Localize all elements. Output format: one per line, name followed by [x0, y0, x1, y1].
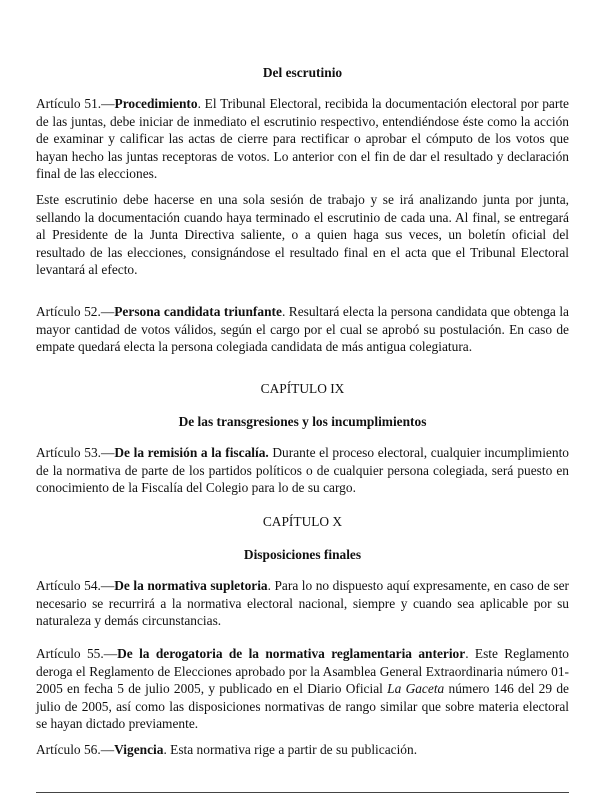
- article-51-title: Procedimiento: [114, 96, 198, 111]
- chapter-9-heading: De las transgresiones y los incumplimientos: [178, 414, 427, 429]
- article-51-text: . El Tribunal Electoral, recibida la documentación electoral por parte de las juntas, debe iniciar de inmediato el escrutinio respectivo, entendiéndose éste como la acción de examinar y calificar las actas de cierre para rectificar o aprobar el cómputo de los votos que hayan hecho las juntas receptoras de votos. Lo anterior con el fin de dar el resultado y declaración final de las elecciones.: [36, 96, 569, 182]
- article-55-text-b: número 146 del 29 de julio de 2005, así como las disposiciones normativas de rango similar que sobre materia electoral se hayan dictado previamente.: [36, 681, 569, 732]
- article-53-title: De la remisión a la fiscalía.: [114, 445, 269, 460]
- article-54: [36, 577, 569, 630]
- article-51-prefix: Artículo 51.—: [36, 96, 115, 111]
- article-53-prefix: Artículo 53.—: [36, 445, 115, 460]
- article-52: [36, 303, 569, 356]
- article-53-text: Durante el proceso electoral, cualquier incumplimiento de la normativa de parte de los partidos políticos o de cualquier persona colegiada, será puesto en conocimiento de la Fiscalía del Colegio para lo de su cargo.: [36, 445, 569, 496]
- article-53: [36, 444, 569, 497]
- article-55-text-a: . Este Reglamento deroga el Reglamento de Elecciones aprobado por la Asamblea General Extraordinaria número 01-2005 en fecha 5 de julio 2005, y publicado en el Diario Oficial: [36, 646, 569, 697]
- article-55: [36, 645, 569, 733]
- footer-rule: [36, 792, 569, 793]
- section-heading-escrutinio: Del escrutinio: [262, 65, 343, 80]
- article-56: [36, 741, 569, 759]
- article-56-prefix: Artículo 56.—: [36, 742, 115, 757]
- chapter-10-label: CAPÍTULO X: [262, 514, 343, 529]
- article-54-title: De la normativa supletoria: [114, 578, 268, 593]
- article-54-text: . Para lo no dispuesto aquí expresamente, en caso de ser necesario se recurrirá a la normativa electoral nacional, siempre y cuando sea aplicable por su naturaleza y demás circunstancias.: [36, 578, 569, 629]
- article-54-prefix: Artículo 54.—: [36, 578, 115, 593]
- article-52-prefix: Artículo 52.—: [36, 304, 115, 319]
- chapter-9-label: CAPÍTULO IX: [260, 381, 345, 396]
- article-56-title: Vigencia: [114, 742, 164, 757]
- article-56-text: . Esta normativa rige a partir de su publicación.: [163, 742, 418, 757]
- article-51: [36, 95, 569, 183]
- article-55-prefix: Artículo 55.—: [36, 646, 118, 661]
- la-gaceta-italic: La Gaceta: [387, 681, 445, 697]
- article-51-paragraph-2: Este escrutinio debe hacerse en una sola sesión de trabajo y se irá analizando junta por junta, sellando la documentación cuando haya terminado el escrutinio de cada una. Al final, se entregará al Presidente de la Junta Directiva saliente, o a quien haga sus veces, un boletín oficial del resultado de las elecciones, consignándose el resultado final en el acta que el Tribunal Electoral levantará al efecto.: [36, 192, 569, 278]
- chapter-10-heading: Disposiciones finales: [243, 547, 362, 562]
- article-52-title: Persona candidata triunfante: [114, 304, 282, 319]
- article-55-title: De la derogatoria de la normativa reglamentaria anterior: [117, 646, 466, 661]
- article-52-text: . Resultará electa la persona candidata que obtenga la mayor cantidad de votos válidos, según el cargo por el cual se aprobó su postulación. En caso de empate quedará electa la persona colegiada candidata de más antigua colegiatura.: [36, 304, 570, 355]
